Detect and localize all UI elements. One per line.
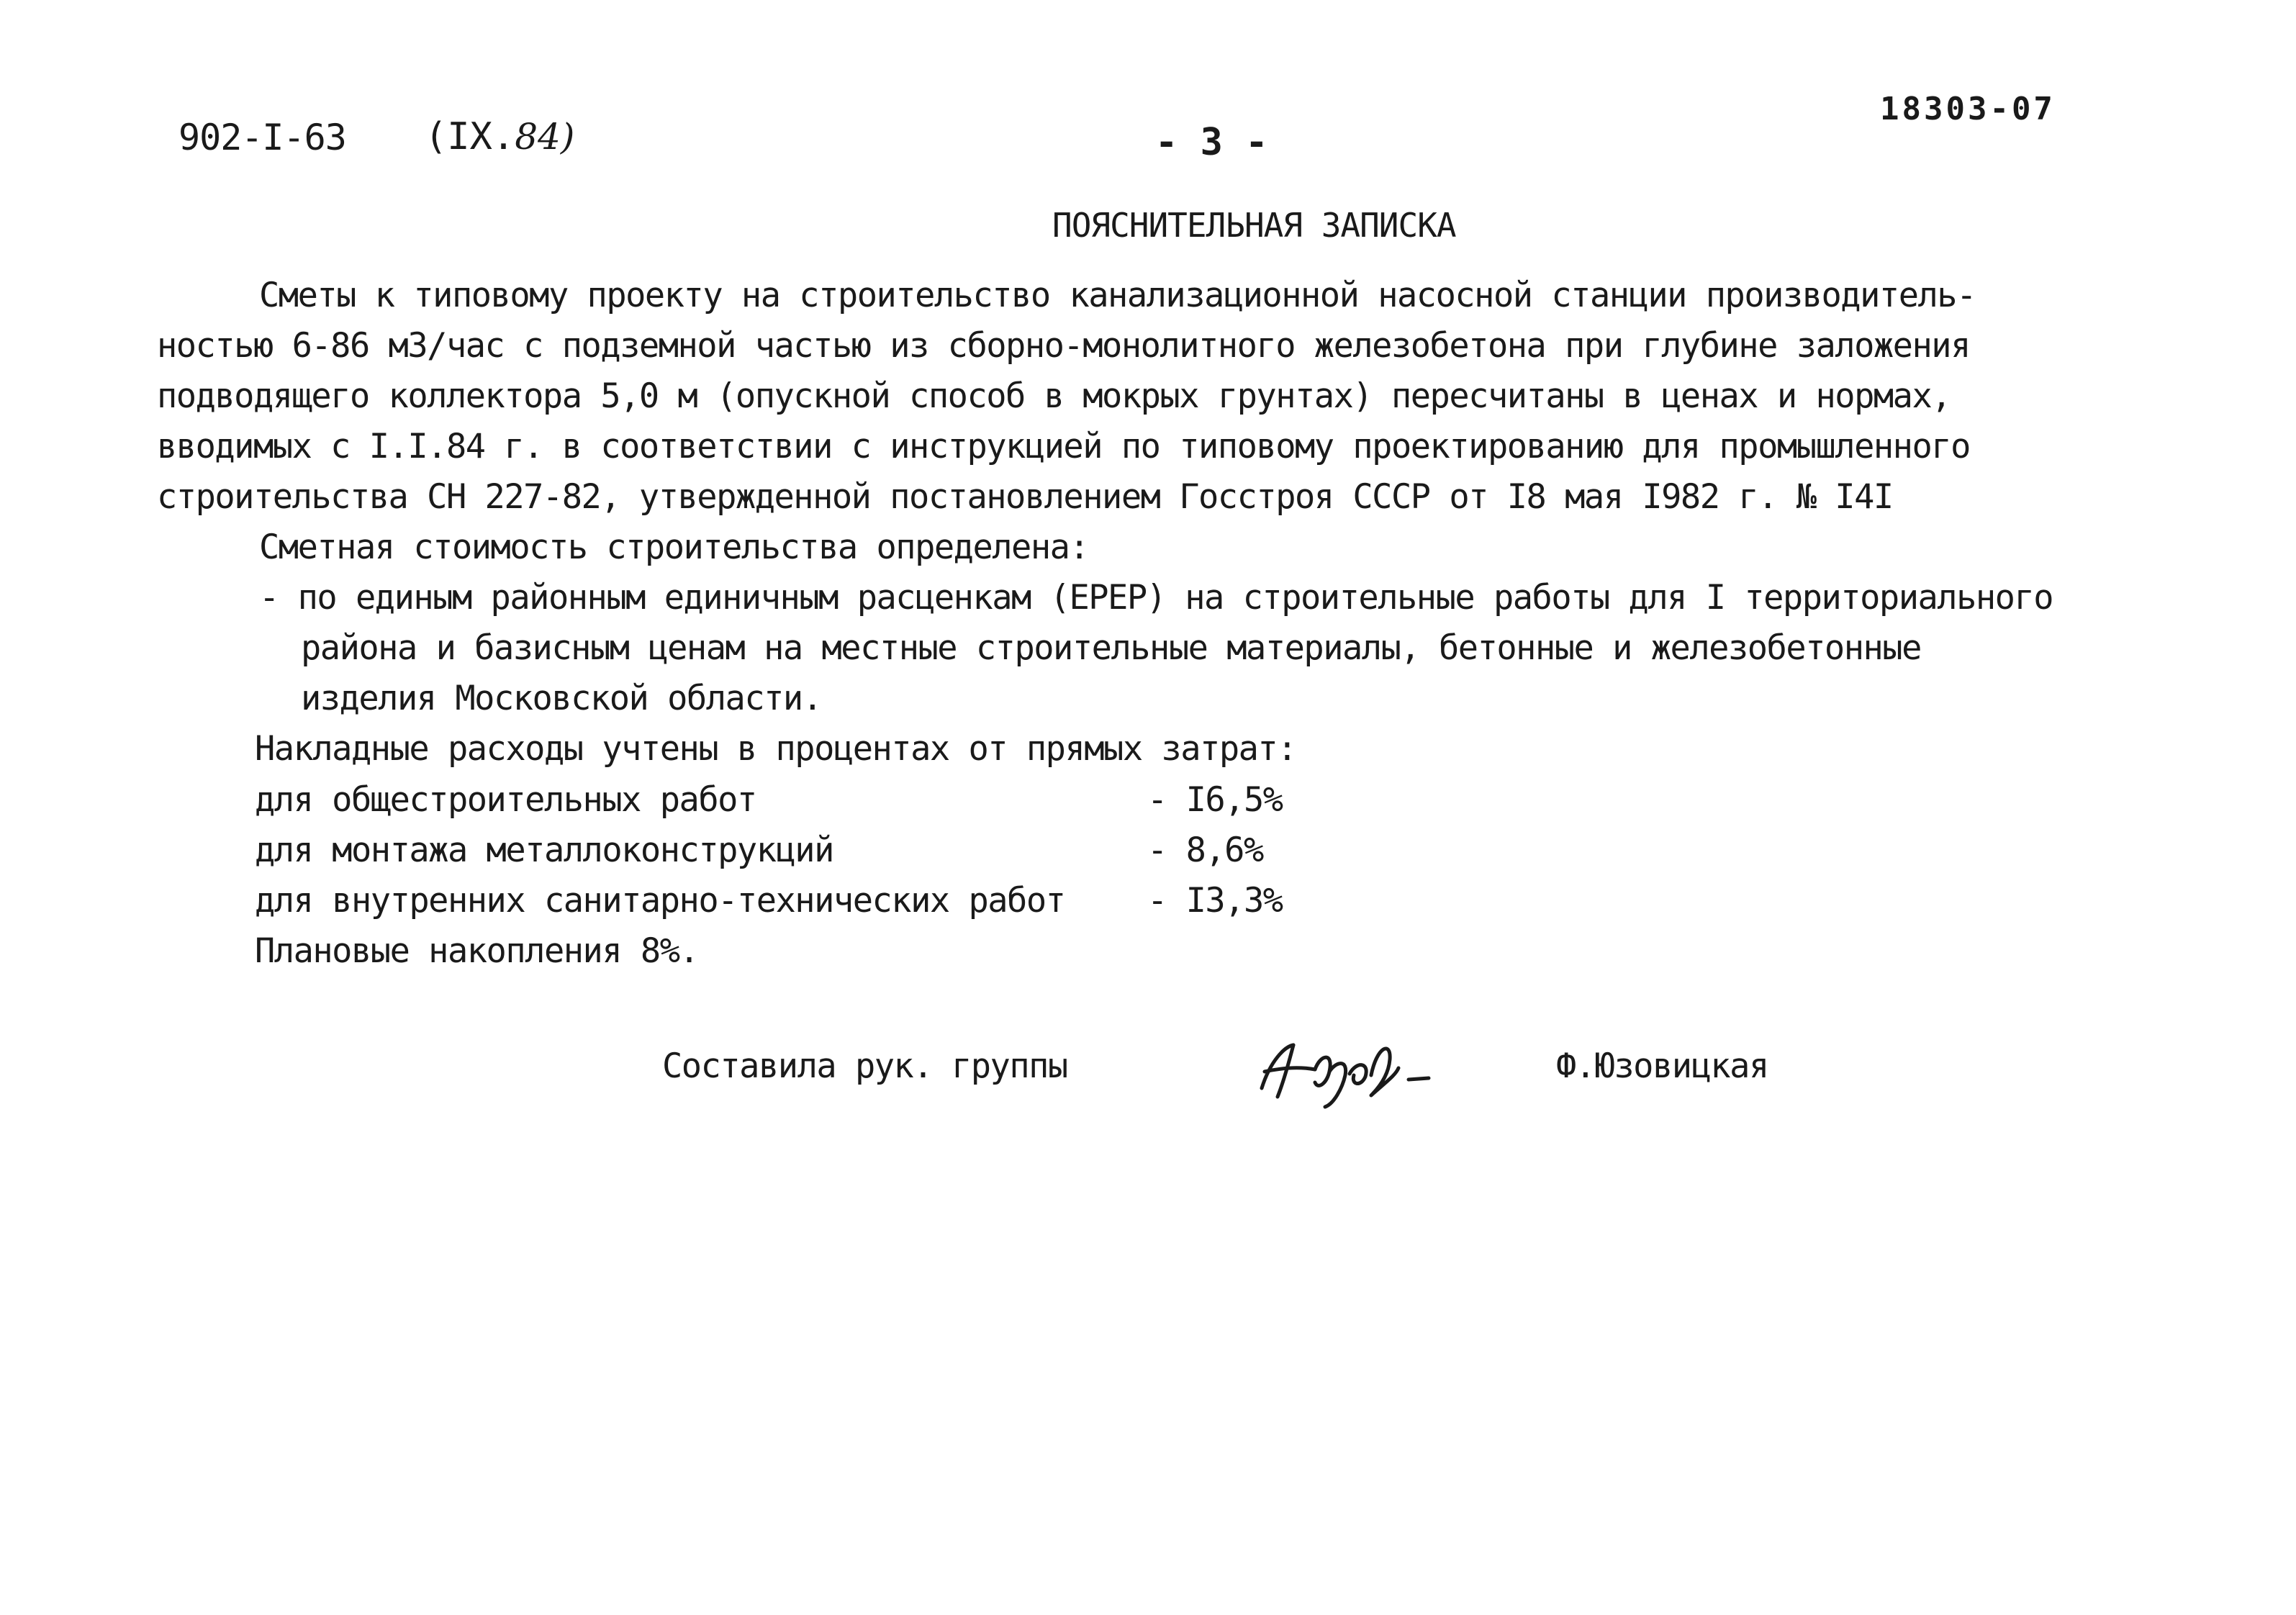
cost-intro: Сметная стоимость строительства определена: xyxy=(259,528,1089,567)
page-number: - 3 - xyxy=(1155,121,1268,164)
rate-value: - I6,5% xyxy=(1147,780,1283,820)
rate-value: - I3,3% xyxy=(1147,881,1283,920)
rate-value: - 8,6% xyxy=(1147,831,1263,870)
paragraph-line: строительства СН 227-82, утвержденной постановлением Госстроя СССР от I8 мая I982 г. № I4I xyxy=(157,477,1893,517)
overhead-intro: Накладные расходы учтены в процентах от прямых затрат: xyxy=(255,729,1297,769)
paragraph-line: Сметы к типовому проекту на строительство канализационной насосной станции производитель- xyxy=(259,276,1976,315)
cost-item-line: изделия Московской области. xyxy=(301,679,822,718)
archive-number: 18303-07 xyxy=(1880,91,2056,127)
cost-item-line: района и базисным ценам на местные строительные материалы, бетонные и железобетонные xyxy=(301,628,1921,668)
rate-label: для общестроительных работ xyxy=(255,780,756,820)
paragraph-line: ностью 6-86 м3/час с подземной частью из сборно-монолитного железобетона при глубине заложения xyxy=(157,326,1970,366)
document-code: 902-I-63 xyxy=(178,117,346,158)
rate-label: для монтажа металлоконструкций xyxy=(255,831,833,870)
signatory-name: Ф.Юзовицкая xyxy=(1556,1046,1768,1086)
document-date-prefix: (IX. xyxy=(425,115,515,158)
body-text xyxy=(157,271,2158,774)
document-date xyxy=(425,115,574,158)
rate-label: для внутренних санитарно-технических работ xyxy=(255,881,1065,920)
paragraph-line: вводимых с I.I.84 г. в соответствии с инструкцией по типовому проектированию для промышленного xyxy=(157,427,1970,466)
handwritten-signature xyxy=(1249,1032,1436,1111)
document-title: ПОЯСНИТЕЛЬНАЯ ЗАПИСКА xyxy=(1052,206,1456,245)
signature-block xyxy=(0,1032,2296,1111)
signature-label: Составила рук. группы xyxy=(662,1046,1067,1086)
cost-item-line: - по единым районным единичным расценкам (ЕРЕР) на строительные работы для I территориального xyxy=(259,578,2053,618)
planned-savings-text: Плановые накопления 8%. xyxy=(255,931,699,971)
document-date-year: 84) xyxy=(515,116,575,158)
paragraph-line: подводящего коллектора 5,0 м (опускной способ в мокрых грунтах) пересчитаны в ценах и нормах, xyxy=(157,376,1951,416)
